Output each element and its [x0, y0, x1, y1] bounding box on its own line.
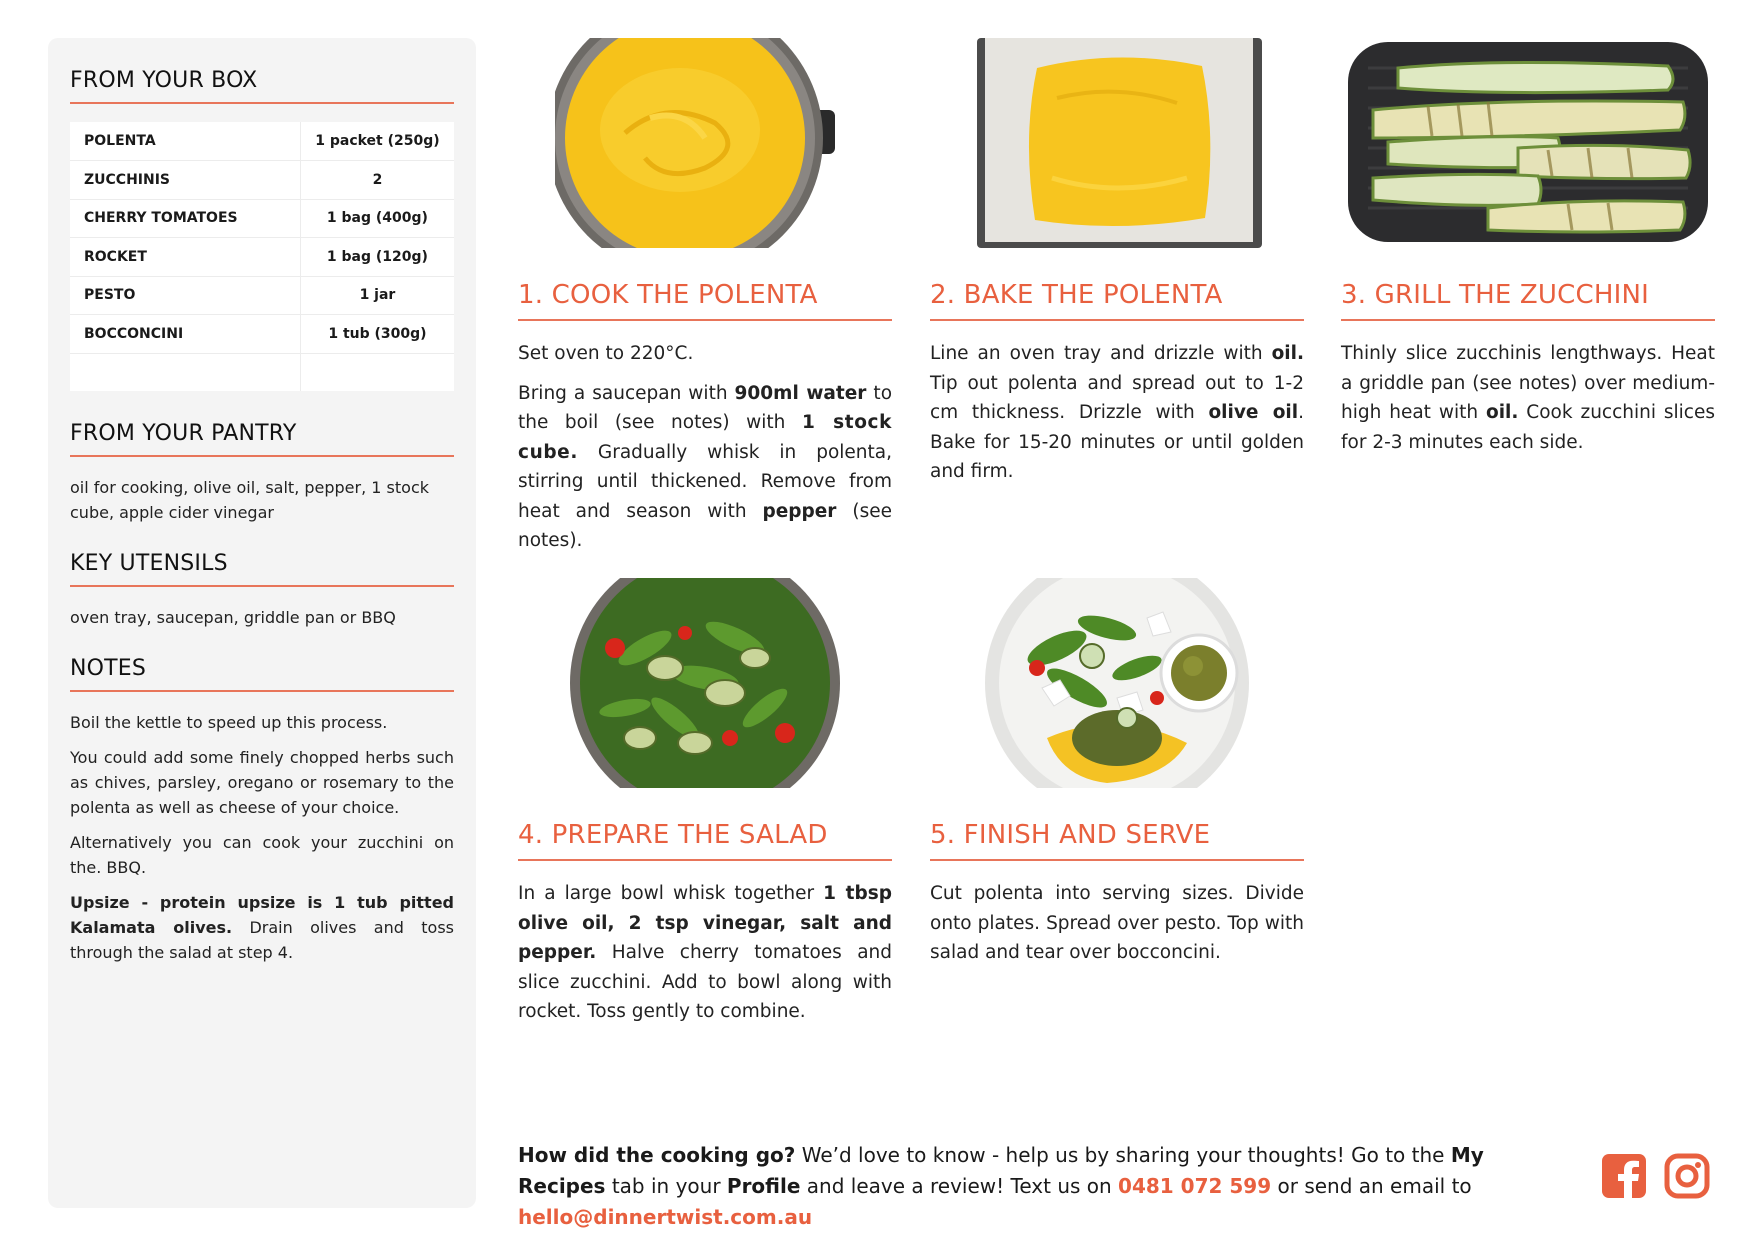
table-row-empty — [70, 353, 454, 391]
ingredient-qty: 1 jar — [300, 276, 454, 315]
step-5-title: 5. FINISH AND SERVE — [930, 820, 1304, 861]
utensils-text: oven tray, saucepan, griddle pan or BBQ — [70, 608, 396, 627]
key-utensils-section — [70, 551, 454, 630]
ingredient-name: BOCCONCINI — [70, 315, 300, 354]
step-3-text: Thinly slice zucchinis lengthways. Heat a griddle pan (see notes) over medium-high heat with oil. Cook zucchini slices for 2-3 minutes each side. — [1341, 343, 1715, 453]
my-recipes-link[interactable]: My Recipes — [518, 1143, 1484, 1198]
step-4-title: 4. PREPARE THE SALAD — [518, 820, 892, 861]
step-3 — [1341, 38, 1715, 467]
plated-dish-photo — [967, 578, 1267, 788]
ingredient-qty: 2 — [300, 161, 454, 200]
table-row — [70, 315, 454, 354]
step-4 — [518, 578, 892, 1037]
from-your-pantry-section — [70, 421, 454, 525]
salad-bowl-photo — [555, 578, 855, 788]
polenta-tray-photo — [967, 38, 1267, 248]
notes-heading: NOTES — [70, 656, 454, 692]
table-row — [70, 122, 454, 161]
note-3: Alternatively you can cook your zucchini on the. BBQ. — [70, 833, 454, 877]
email-link[interactable]: hello@dinnertwist.com.au — [518, 1205, 813, 1229]
profile-link[interactable]: Profile — [726, 1174, 801, 1198]
table-row — [70, 276, 454, 315]
table-row — [70, 161, 454, 200]
step-1 — [518, 38, 892, 566]
instagram-icon[interactable] — [1664, 1153, 1710, 1199]
key-utensils-heading: KEY UTENSILS — [70, 551, 454, 587]
feedback-question: How did the cooking go? — [518, 1143, 796, 1167]
ingredient-name: ROCKET — [70, 238, 300, 277]
from-your-box-heading: FROM YOUR BOX — [70, 68, 454, 104]
note-4-rest: Drain olives and toss through the salad at step 4. — [70, 918, 455, 962]
ingredient-name: POLENTA — [70, 122, 300, 161]
note-2: You could add some finely chopped herbs such as chives, parsley, oregano or rosemary to the polenta as well as cheese of your choice. — [70, 748, 454, 817]
step-3-title: 3. GRILL THE ZUCCHINI — [1341, 280, 1715, 321]
step-2 — [930, 38, 1304, 497]
ingredient-name: CHERRY TOMATOES — [70, 199, 300, 238]
from-your-pantry-heading: FROM YOUR PANTRY — [70, 421, 454, 457]
ingredient-name: PESTO — [70, 276, 300, 315]
facebook-icon[interactable] — [1601, 1153, 1647, 1199]
ingredient-qty: 1 bag (120g) — [300, 238, 454, 277]
from-your-box-section — [70, 68, 454, 391]
table-row — [70, 238, 454, 277]
note-4 — [70, 890, 454, 965]
note-4-bold: Upsize - protein upsize is 1 tub pitted Kalamata olives. — [70, 893, 454, 937]
pantry-text: oil for cooking, olive oil, salt, pepper, 1 stock cube, apple cider vinegar — [70, 478, 429, 522]
notes-section — [70, 656, 454, 965]
phone-link[interactable]: 0481 072 599 — [1118, 1174, 1272, 1198]
ingredient-qty: 1 packet (250g) — [300, 122, 454, 161]
ingredient-qty: 1 bag (400g) — [300, 199, 454, 238]
ingredients-table — [70, 122, 454, 391]
polenta-saucepan-photo — [555, 38, 855, 248]
step-1-title: 1. COOK THE POLENTA — [518, 280, 892, 321]
step-5-text: Cut polenta into serving sizes. Divide onto plates. Spread over pesto. Top with salad and tear over bocconcini. — [930, 883, 1304, 963]
ingredient-qty: 1 tub (300g) — [300, 315, 454, 354]
step-2-title: 2. BAKE THE POLENTA — [930, 280, 1304, 321]
step-1-text-2: Bring a saucepan with 900ml water to the boil (see notes) with 1 stock cube. Gradually whisk in polenta, stirring until thickened. Remove from heat and season with pepper (see notes). — [518, 382, 893, 551]
ingredients-sidebar — [48, 38, 476, 1208]
note-1: Boil the kettle to speed up this process. — [70, 713, 388, 732]
table-row — [70, 199, 454, 238]
ingredient-name: ZUCCHINIS — [70, 161, 300, 200]
feedback-footer: How did the cooking go? We’d love to know - help us by sharing your thoughts! Go to the My Recipes tab in your Profile and leave a review! Text us on 0481 072 599 or send an email to hello@dinnertwist.com.au — [518, 1143, 1484, 1229]
step-1-text-1: Set oven to 220°C. — [518, 343, 694, 364]
step-2-text: Line an oven tray and drizzle with oil. Tip out polenta and spread out to 1-2 cm thickness. Drizzle with olive oil. Bake for 15-20 minutes or until golden and firm. — [930, 343, 1304, 482]
grilled-zucchini-photo — [1348, 38, 1708, 248]
step-4-text: In a large bowl whisk together 1 tbsp olive oil, 2 tsp vinegar, salt and pepper. Halve cherry tomatoes and slice zucchini. Add to bowl along with rocket. Toss gently to combine. — [518, 883, 892, 1022]
step-5 — [930, 578, 1304, 978]
